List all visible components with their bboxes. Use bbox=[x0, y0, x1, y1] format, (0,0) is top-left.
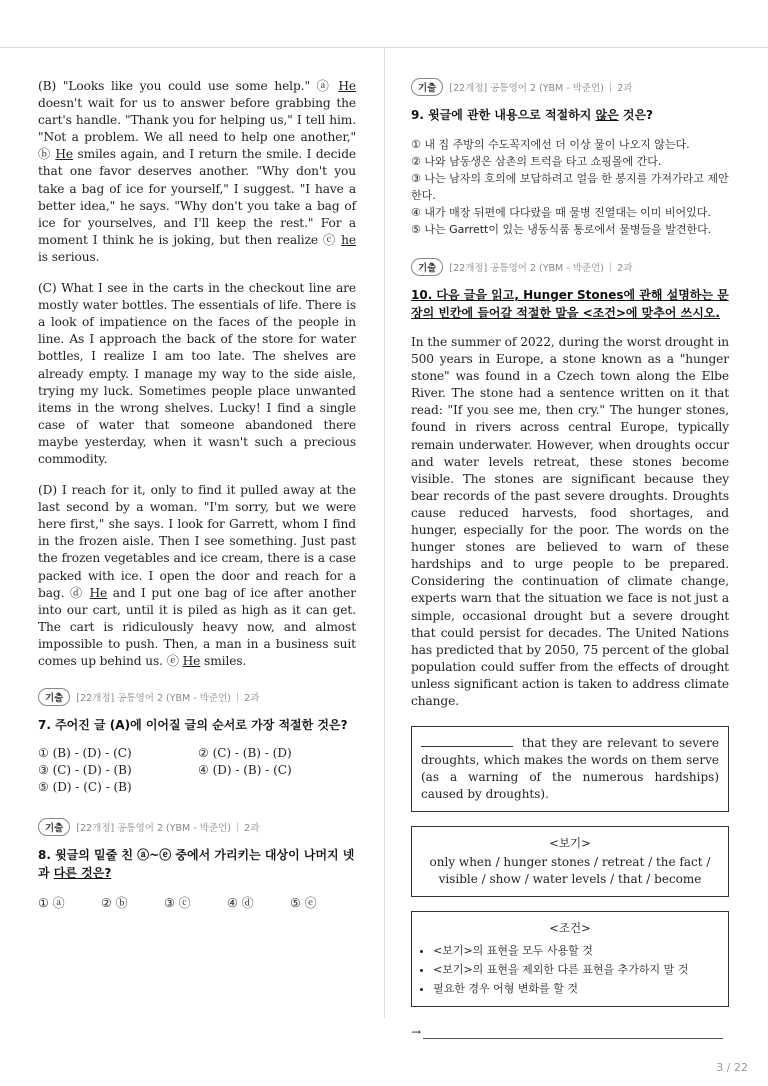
left-column bbox=[38, 78, 356, 933]
condition-box bbox=[411, 911, 729, 1007]
underline-c: he bbox=[341, 232, 357, 247]
q7-title: 7. 주어진 글 (A)에 이어질 글의 순서로 가장 적절한 것은? bbox=[38, 718, 348, 733]
q10-title: 10. 다음 글을 읽고, Hunger Stones에 관해 설명하는 문장의 빈칸에 들어갈 적절한 말을 <조건>에 맞추어 쓰시오. bbox=[411, 288, 729, 320]
q10-tag: 기출 bbox=[411, 258, 443, 276]
condition-item: • 필요한 경우 어형 변화를 할 것 bbox=[433, 979, 719, 998]
answer-line bbox=[411, 1025, 729, 1039]
q9-option-5[interactable]: ⑤ 나는 Garrett이 있는 냉동식품 통로에서 물병들을 발견한다. bbox=[411, 223, 712, 236]
column-divider bbox=[384, 48, 385, 1018]
q7-option-1[interactable]: ① (B) - (D) - (C) bbox=[38, 746, 132, 761]
passage-d: (D) I reach for it, only to find it pulled away at the last second by a woman. "I'm sorry, but we were here first," she says. I look for Garrett, whom I find in the frozen aisle. Then I see something. Just past the frozen vegetables and ice cream, there is a case packed with ice. I open the door and reach for a bag. ⓓ He and I put one bag of ice after another into our cart, until it is piled as high as it can get. The cart is ridiculously heavy now, and almost impossible to push. Then, a man in a business suit comes up behind us. ⓔ He smiles. bbox=[38, 483, 356, 668]
q9-options bbox=[411, 136, 729, 238]
q7-level: 2과 bbox=[244, 693, 260, 705]
q8-source bbox=[38, 818, 356, 836]
marker-b: ⓑ bbox=[38, 147, 51, 162]
q9-option-4[interactable]: ④ 내가 매장 뒤편에 다다랐을 때 물병 진열대는 이미 비어있다. bbox=[411, 206, 711, 219]
page-number: 3 / 22 bbox=[716, 1061, 748, 1074]
q9-option-1[interactable]: ① 내 집 주방의 수도꼭지에선 더 이상 물이 나오지 않는다. bbox=[411, 138, 690, 151]
marker-a: ⓐ bbox=[316, 79, 332, 93]
bogi-title: <보기> bbox=[549, 836, 591, 851]
condition-list bbox=[421, 941, 719, 998]
q10-passage: In the summer of 2022, during the worst drought in 500 years in Europe, a stone known as a "hunger stone" was found in a Czech town along the Elbe River. The stone had a sentence written on it that read: "If you see me, then cry." The hunger stones, found in rivers across central Europe, typically remain underwater. However, when droughts occur and water levels retreat, these stones become visible. The stones are significant because they bear records of the past severe droughts. Droughts cause reduced harvests, food shortages, and hunger, especially for the poor. The words on the hunger stones are believed to warn of these hardships and to urge people to be prepared. Considering the continuation of climate change, experts warn that the situation we face is not just a simple, occasional drought but a severe drought that could persist for decades. The United Nations has predicted that by 2050, 75 percent of the global population could suffer from the effects of drought unless significant action is taken to address climate change. bbox=[411, 335, 729, 708]
q10-level: 2과 bbox=[617, 263, 633, 274]
separator: | bbox=[608, 261, 613, 273]
q9-title: 9. 윗글에 관한 내용으로 적절하지 않은 것은? bbox=[411, 108, 654, 122]
q8-option-4[interactable]: ④ ⓓ bbox=[227, 896, 254, 911]
q7-option-5[interactable]: ⑤ (D) - (C) - (B) bbox=[38, 780, 132, 795]
q8-level: 2과 bbox=[244, 823, 260, 835]
q8-option-5[interactable]: ⑤ ⓔ bbox=[290, 896, 317, 911]
q7-options bbox=[38, 746, 356, 794]
underline-b: He bbox=[55, 147, 73, 162]
underline-e: He bbox=[182, 654, 201, 668]
marker-d: ⓓ bbox=[69, 585, 84, 600]
answer-blank[interactable] bbox=[421, 736, 513, 747]
bogi-box bbox=[411, 826, 729, 897]
separator: | bbox=[235, 691, 240, 703]
q8-title: 8. 윗글의 밑줄 친 ⓐ~ⓔ 중에서 가리키는 대상이 나머지 넷과 다른 것은? bbox=[38, 848, 355, 881]
q7-option-4[interactable]: ④ (D) - (B) - (C) bbox=[198, 763, 292, 778]
q9-option-3[interactable]: ③ 나는 남자의 호의에 보답하려고 얼음 한 봉지를 가져가라고 제안한다. bbox=[411, 172, 729, 202]
separator: | bbox=[235, 821, 240, 833]
blank-sentence-box bbox=[411, 726, 729, 812]
passage-b: (B) "Looks like you could use some help." ⓐ He doesn't wait for us to answer before grabbing the cart's handle. "Thank you for helping us," I tell him. "Not a problem. We all need to help one another," ⓑ He smiles again, and I return the smile. I decide that one favor deserves another. "Why don't you take a bag of ice for yourself," I suggest. "I have a better idea," he says. "Why don't you take a bag of ice for yourselves, and I'll keep the rest." For a moment I think he is joking, but then realize ⓒ he is serious. bbox=[38, 79, 357, 264]
q8-source-text: [22개정] 공통영어 2 (YBM - 박준언) bbox=[76, 823, 231, 835]
blank-sentence: that they are relevant to severe droughts, which makes the words on them serve (as a warning of the numerous hardships) caused by droughts). bbox=[421, 736, 719, 802]
q7-tag: 기출 bbox=[38, 688, 70, 706]
q8-options bbox=[38, 894, 356, 911]
passage-c: (C) What I see in the carts in the checkout line are mostly water bottles. The essentials of life. There is a look of impatience on the faces of the people in line. As I approach the back of the store for water bottles, I realize I am too late. The shelves are already empty. I manage my way to the side aisle, trying my luck. Sometimes people place unwanted items in the wrong shelves. Lucky! I find a single case of water that someone abandoned there maybe yesterday, when it wasn't such a precious commodity. bbox=[38, 281, 356, 466]
q8-option-1[interactable]: ① ⓐ bbox=[38, 896, 65, 911]
q8-option-2[interactable]: ② ⓑ bbox=[101, 896, 128, 911]
q8-option-3[interactable]: ③ ⓒ bbox=[164, 896, 191, 911]
marker-e: ⓔ bbox=[166, 654, 179, 668]
q10-source bbox=[411, 258, 729, 276]
underline-a: He bbox=[338, 79, 356, 93]
bogi-words: only when / hunger stones / retreat / the fact / visible / show / water levels / that / become bbox=[429, 855, 711, 887]
marker-c: ⓒ bbox=[322, 232, 337, 247]
q9-level: 2과 bbox=[617, 83, 633, 94]
separator: | bbox=[608, 81, 613, 93]
right-column bbox=[411, 78, 729, 1039]
condition-item: • <보기>의 표현을 제외한 다른 표현을 추가하지 말 것 bbox=[433, 960, 719, 979]
q7-option-3[interactable]: ③ (C) - (D) - (B) bbox=[38, 763, 132, 778]
q8-tag: 기출 bbox=[38, 818, 70, 836]
q7-source bbox=[38, 688, 356, 706]
underline-d: He bbox=[89, 585, 108, 600]
q7-source-text: [22개정] 공통영어 2 (YBM - 박준언) bbox=[76, 693, 231, 705]
q10-source-text: [22개정] 공통영어 2 (YBM - 박준언) bbox=[449, 263, 604, 274]
q9-tag: 기출 bbox=[411, 78, 443, 96]
q9-option-2[interactable]: ② 나와 남동생은 삼촌의 트럭을 타고 쇼핑몰에 간다. bbox=[411, 155, 662, 168]
q9-source-text: [22개정] 공통영어 2 (YBM - 박준언) bbox=[449, 83, 604, 94]
answer-input-line[interactable] bbox=[423, 1030, 723, 1039]
arrow-icon: → bbox=[411, 1025, 422, 1040]
condition-item: • <보기>의 표현을 모두 사용할 것 bbox=[433, 941, 719, 960]
q9-source bbox=[411, 78, 729, 96]
condition-title: <조건> bbox=[549, 921, 591, 936]
q7-option-2[interactable]: ② (C) - (B) - (D) bbox=[198, 746, 292, 761]
